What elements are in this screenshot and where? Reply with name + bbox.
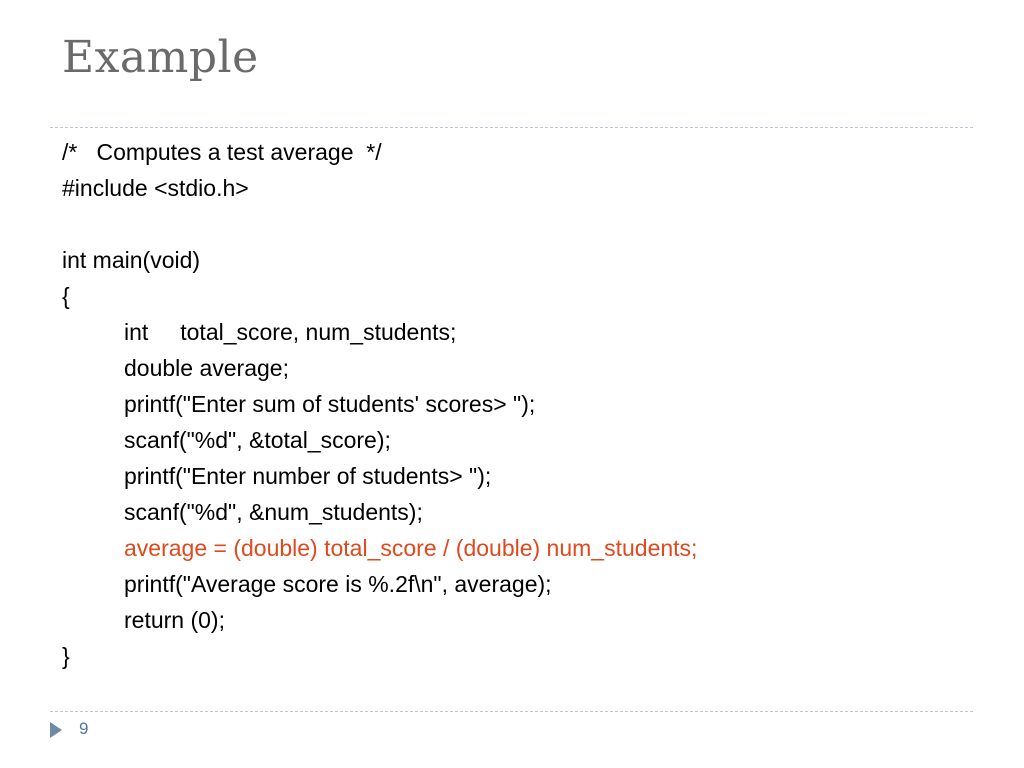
- page-number: 9: [79, 719, 89, 738]
- code-line-highlighted: average = (double) total_score / (double) num_students;: [124, 535, 698, 561]
- code-line: [62, 206, 697, 242]
- code-line: printf("Enter sum of students' scores> ");: [124, 391, 536, 417]
- code-line: scanf("%d", &total_score);: [124, 427, 391, 453]
- footer-divider: [50, 711, 973, 712]
- triangle-bullet-icon: [50, 722, 62, 738]
- code-line: }: [62, 643, 70, 669]
- title-divider: [50, 127, 973, 128]
- code-line: printf("Average score is %.2f\n", average);: [124, 571, 552, 597]
- code-line: int main(void): [62, 247, 201, 273]
- code-line: double average;: [124, 355, 289, 381]
- code-block: [62, 134, 697, 674]
- code-line: printf("Enter number of students> ");: [124, 463, 492, 489]
- code-line: scanf("%d", &num_students);: [124, 499, 423, 525]
- code-line: #include <stdio.h>: [62, 175, 249, 201]
- code-line: int total_score, num_students;: [124, 319, 457, 345]
- slide-title: Example: [62, 32, 259, 83]
- code-line: {: [62, 283, 70, 309]
- code-line: return (0);: [124, 607, 225, 633]
- code-line: /* Computes a test average */: [62, 139, 382, 165]
